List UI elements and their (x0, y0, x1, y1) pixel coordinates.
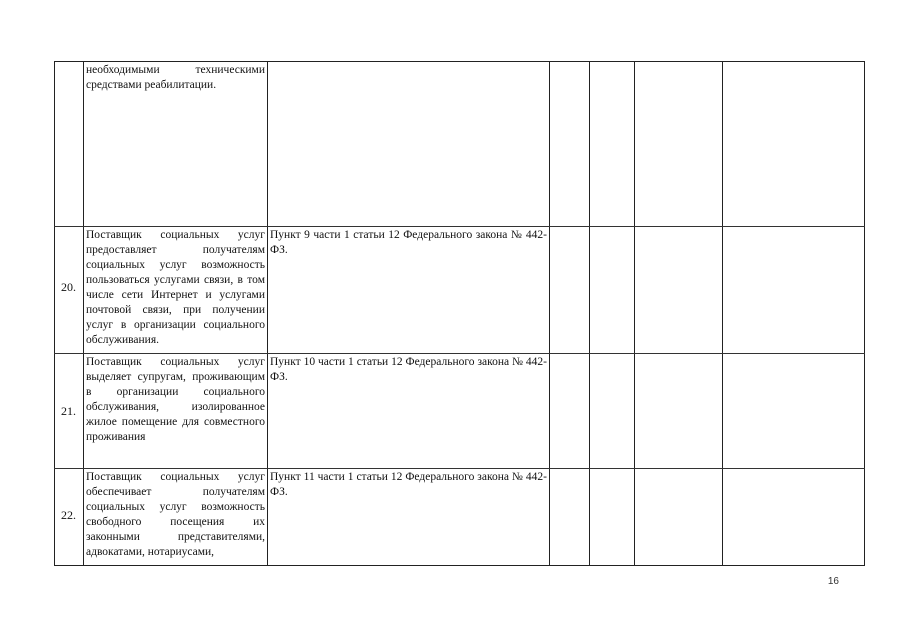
column-divider (589, 61, 590, 566)
requirement-cell: Поставщик социальных услуг предоставляет получателям социальных услуг возможность пользоваться услугами связи, в том числе сети Интернет и услугами почтовой связи, при получении услуг в организации социального обслуживания. (86, 229, 265, 346)
column-divider (83, 61, 84, 566)
column-divider (549, 61, 550, 566)
legal-basis-cell: Пункт 10 части 1 статьи 12 Федерального закона № 442-ФЗ. (270, 356, 547, 383)
table-border-right (864, 61, 865, 566)
row-number: 22. (61, 508, 76, 522)
table-border-top (54, 61, 865, 62)
row-number: 20. (61, 280, 76, 294)
requirement-cell: необходимыми техническими средствами реабилитации. (86, 64, 265, 91)
requirement-cell: Поставщик социальных услуг выделяет супругам, проживающим в организации социального обслуживания, изолированное жилое помещение для совместного проживания (86, 356, 265, 443)
column-divider (722, 61, 723, 566)
requirements-table (54, 61, 865, 566)
column-divider (634, 61, 635, 566)
row-number: 21. (61, 404, 76, 418)
legal-basis-cell: Пункт 9 части 1 статьи 12 Федерального закона № 442-ФЗ. (270, 229, 547, 256)
row-divider (54, 468, 865, 469)
column-divider (267, 61, 268, 566)
row-divider (54, 353, 865, 354)
legal-basis-cell: Пункт 11 части 1 статьи 12 Федерального закона № 442-ФЗ. (270, 471, 547, 498)
table-border-bottom (54, 565, 865, 566)
requirement-cell: Поставщик социальных услуг обеспечивает получателям социальных услуг возможность свободного посещения их законными представителями, адвокатами, нотариусами, (86, 471, 265, 558)
table-border-left (54, 61, 55, 566)
row-divider (54, 226, 865, 227)
page-number: 16 (827, 576, 839, 587)
